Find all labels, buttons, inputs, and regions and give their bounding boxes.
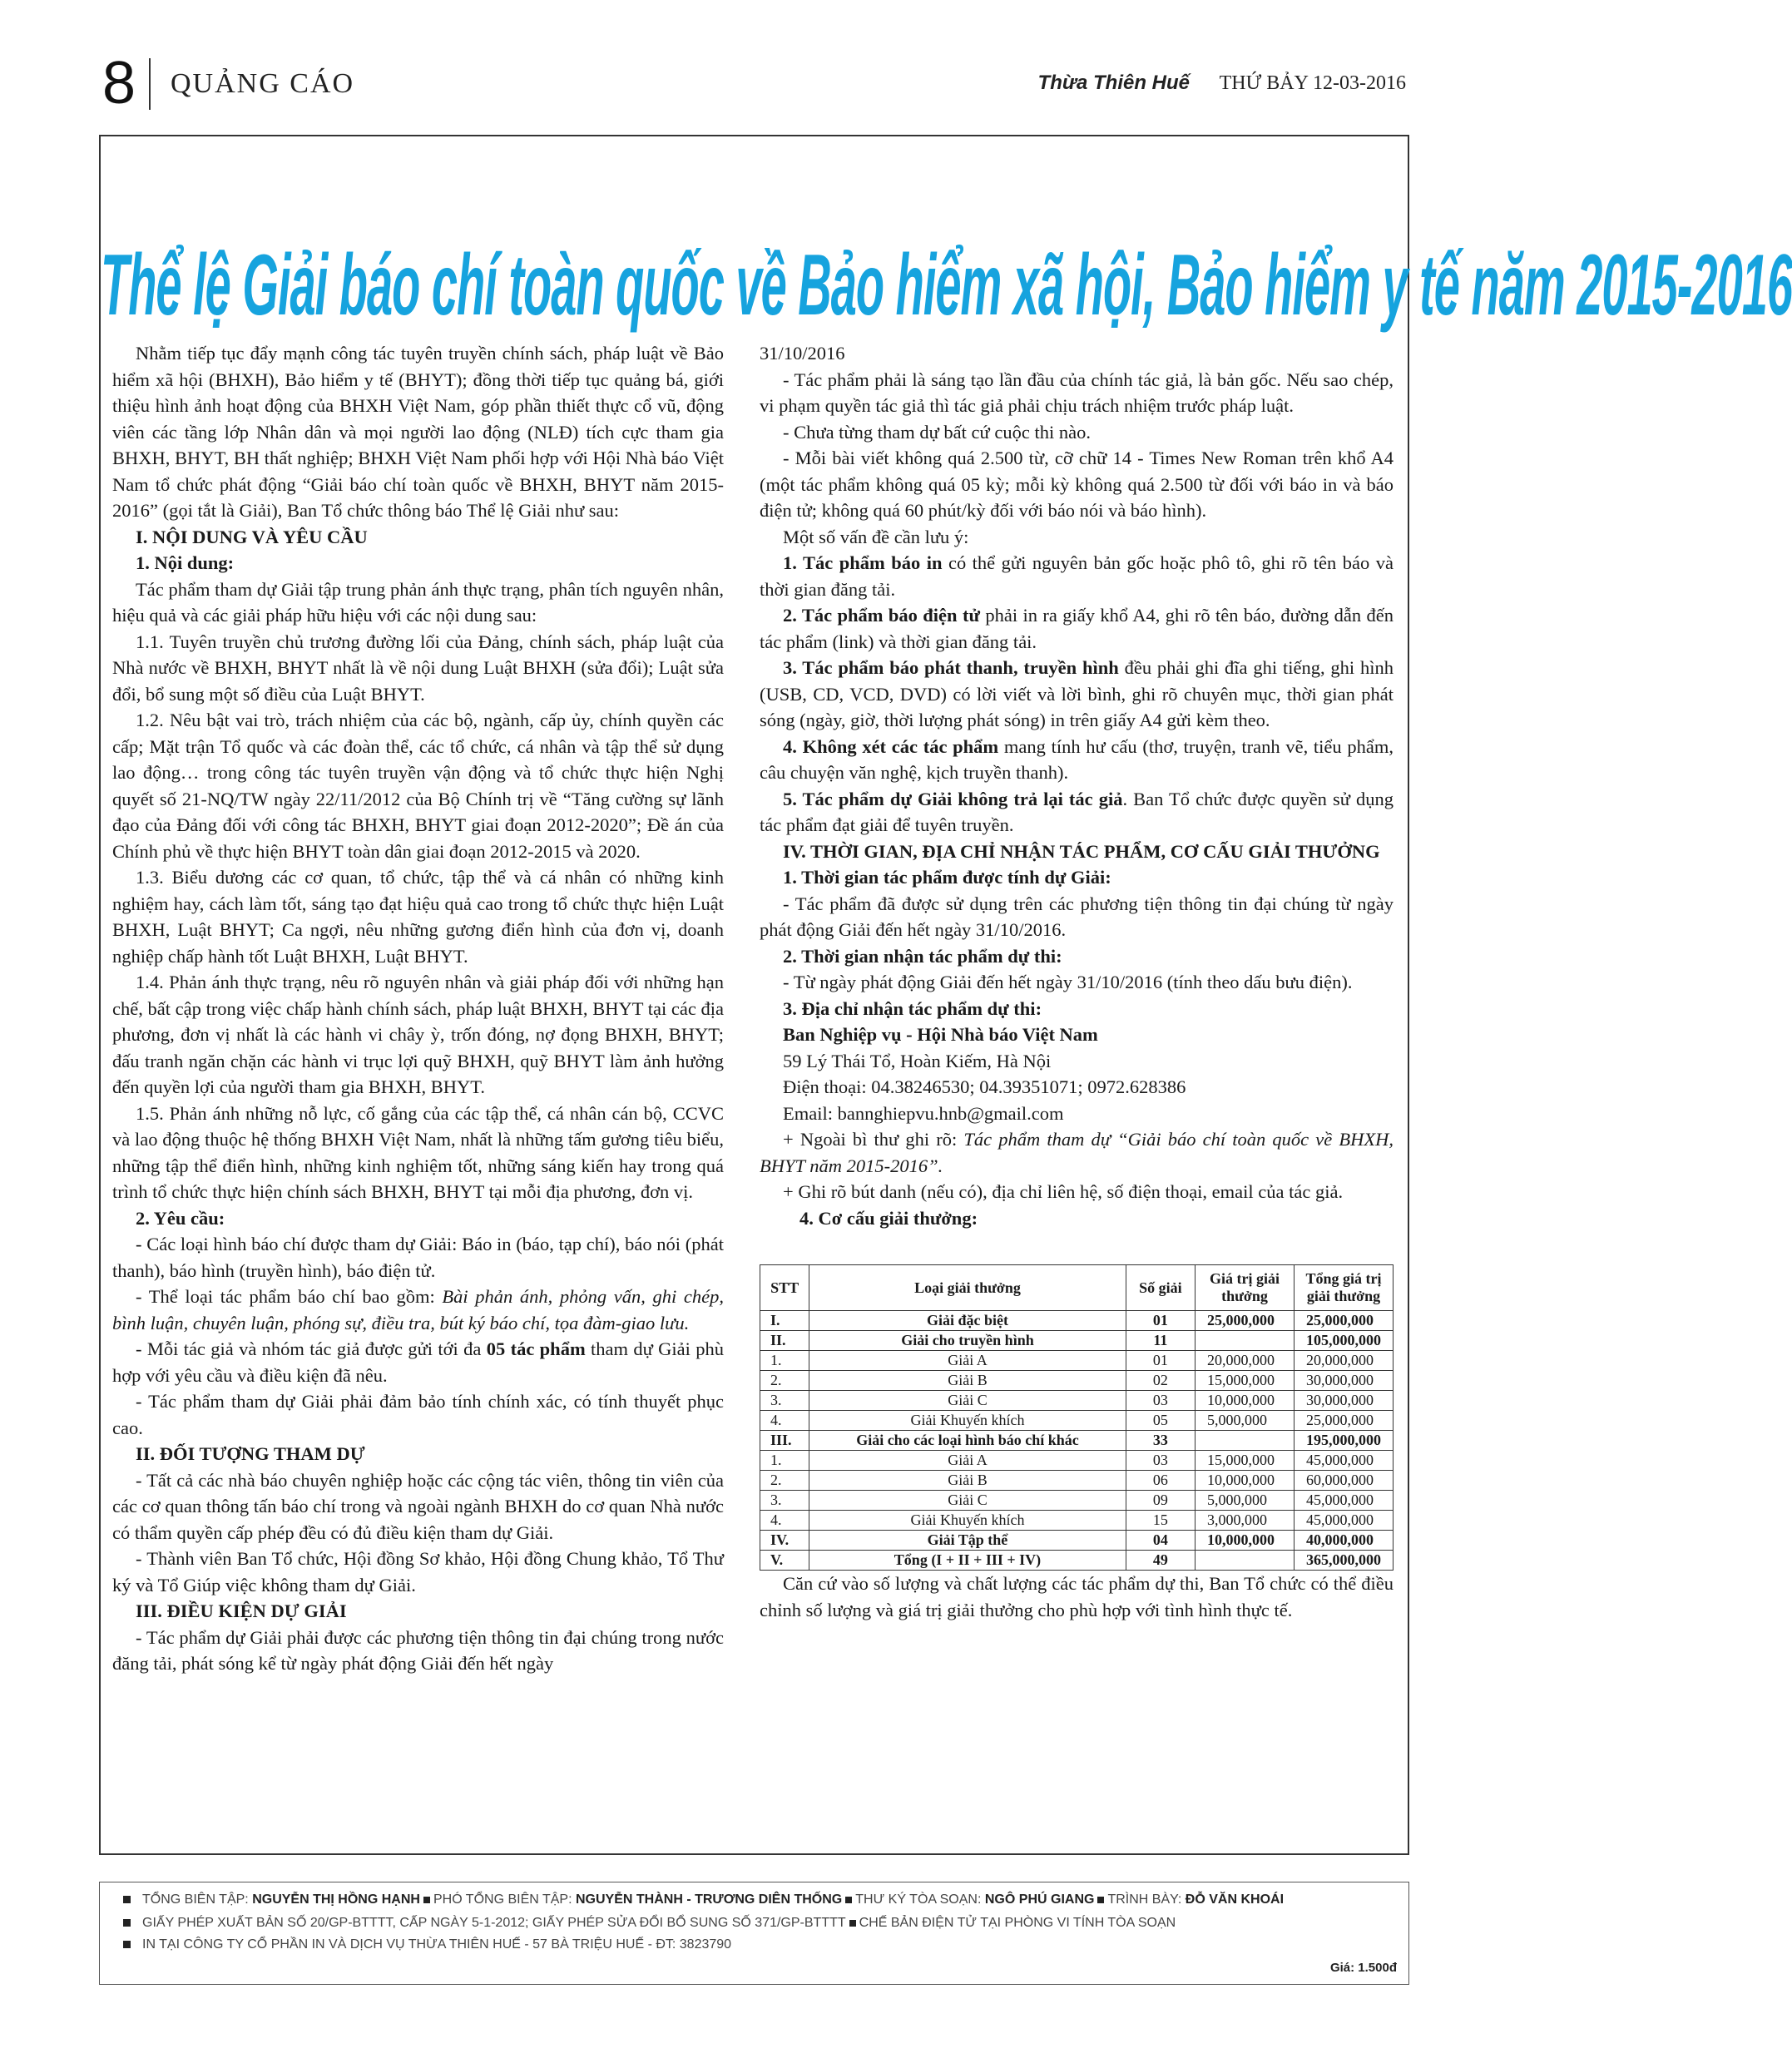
condition-3: - Chưa từng tham dự bất cứ cuộc thi nào. xyxy=(783,421,1091,443)
total-cell: 30,000,000 xyxy=(1294,1371,1394,1391)
total-cell: 45,000,000 xyxy=(1294,1511,1394,1531)
stt-cell: 4. xyxy=(760,1511,809,1531)
value-cell: 10,000,000 xyxy=(1195,1471,1294,1491)
requirement-2-lead: - Thể loại tác phẩm báo chí bao gồm: xyxy=(136,1286,443,1307)
stt-cell: 2. xyxy=(760,1371,809,1391)
address: 59 Lý Thái Tổ, Hoàn Kiếm, Hà Nội xyxy=(783,1050,1052,1071)
value-cell: 3,000,000 xyxy=(1195,1511,1294,1531)
contact-note: + Ghi rõ bút danh (nếu có), địa chỉ liên hệ, số điện thoại, email của tác giả. xyxy=(783,1181,1344,1202)
stt-cell: 3. xyxy=(760,1391,809,1411)
note-3-bold: 3. Tác phẩm báo phát thanh, truyền hình xyxy=(783,657,1119,678)
prize-table xyxy=(760,1264,1394,1571)
value-cell xyxy=(1195,1431,1294,1451)
table-row xyxy=(760,1371,1394,1391)
price: Giá: 1.500đ xyxy=(1329,1961,1397,1975)
stt-cell: V. xyxy=(760,1551,809,1571)
stt-cell: I. xyxy=(760,1311,809,1331)
stt-cell: 4. xyxy=(760,1411,809,1431)
header-total: Tổng giá trị giải thưởng xyxy=(1294,1265,1394,1311)
header-type: Loại giải thưởng xyxy=(809,1265,1126,1311)
masthead-right xyxy=(1038,72,1406,95)
count-cell: 03 xyxy=(1126,1391,1195,1411)
section-4-1-heading: 1. Thời gian tác phẩm được tính dự Giải: xyxy=(783,867,1111,888)
requirement-1: - Các loại hình báo chí được tham dự Giải: Báo in (báo, tạp chí), báo nói (phát thanh), báo hình (truyền hình), báo điện tử. xyxy=(112,1234,724,1281)
participant-2: - Thành viên Ban Tổ chức, Hội đồng Sơ khảo, Hội đồng Chung khảo, Tổ Thư ký và Tổ Giúp việc không tham dự Giải. xyxy=(112,1548,724,1595)
value-cell: 15,000,000 xyxy=(1195,1371,1294,1391)
value-cell: 5,000,000 xyxy=(1195,1411,1294,1431)
value-cell: 25,000,000 xyxy=(1195,1311,1294,1331)
section-4-4-heading: 4. Cơ cấu giải thưởng: xyxy=(799,1207,978,1229)
footer-line-2 xyxy=(123,1916,1176,1931)
condition-2: - Tác phẩm phải là sáng tạo lần đầu của chính tác giả, là bản gốc. Nếu sao chép, vi phạm quyền tác giả thì tác giả phải chịu trách nhiệm trước pháp luật. xyxy=(760,369,1394,416)
continued-date: 31/10/2016 xyxy=(760,343,845,364)
count-cell: 03 xyxy=(1126,1451,1195,1471)
time-1: - Tác phẩm đã được sử dụng trên các phương tiện thông tin đại chúng từ ngày phát động Giải đến hết ngày 31/10/2016. xyxy=(760,893,1394,940)
intro-paragraph: Nhằm tiếp tục đẩy mạnh công tác tuyên truyền chính sách, pháp luật về Bảo hiểm xã hội (BHXH), Bảo hiểm y tế (BHYT); đồng thời tiếp tục quảng bá, giới thiệu hình ảnh hoạt động của BHXH Việt Nam, góp phần thiết thực cổ vũ, động viên các tầng lớp Nhân dân và mọi người lao động (NLĐ) tích cực tham gia BHXH, BHYT, BH thất nghiệp; BHXH Việt Nam phối hợp với Hội Nhà báo Việt Nam tổ chức phát động “Giải báo chí toàn quốc về BHXH, BHYT năm 2015-2016” (gọi tắt là Giải), Ban Tổ chức thông báo Thể lệ Giải như sau: xyxy=(112,343,724,521)
total-cell: 30,000,000 xyxy=(1294,1391,1394,1411)
table-row xyxy=(760,1531,1394,1551)
envelope-note xyxy=(760,1126,1394,1179)
article-title: Thể lệ Giải báo chí toàn quốc về Bảo hiểm xã hội, Bảo hiểm y tế năm 2015-2016 xyxy=(101,235,1792,334)
bullet-icon xyxy=(123,1941,131,1948)
note-1 xyxy=(760,550,1394,602)
table-row xyxy=(760,1551,1394,1571)
prize-table-header xyxy=(760,1265,1394,1311)
requirement-2 xyxy=(112,1284,724,1336)
article-frame xyxy=(99,135,1792,1855)
table-row xyxy=(760,1471,1394,1491)
count-cell: 15 xyxy=(1126,1511,1195,1531)
type-cell: Giải cho các loại hình báo chí khác xyxy=(809,1431,1126,1451)
note-2-rest: phải in ra giấy khổ A4, ghi rõ tên báo, đường dẫn đến tác phẩm (link) và thời gian đăng tải. xyxy=(760,605,1394,652)
total-cell: 25,000,000 xyxy=(1294,1411,1394,1431)
value-cell: 10,000,000 xyxy=(1195,1531,1294,1551)
printer-info: IN TẠI CÔNG TY CỔ PHẦN IN VÀ DỊCH VỤ THỪA THIÊN HUẾ - 57 BÀ TRIỆU HUẾ - ĐT: 3823790 xyxy=(142,1937,732,1952)
total-cell: 25,000,000 xyxy=(1294,1311,1394,1331)
prize-table-body xyxy=(760,1311,1394,1571)
note-5-bold: 5. Tác phẩm dự Giải không trả lại tác giả xyxy=(783,788,1123,809)
left-column xyxy=(112,340,724,1677)
notes-intro: Một số vấn đề cần lưu ý: xyxy=(783,526,969,547)
count-cell: 02 xyxy=(1126,1371,1195,1391)
count-cell: 11 xyxy=(1126,1331,1195,1351)
count-cell: 33 xyxy=(1126,1431,1195,1451)
section-1-1-heading: 1. Nội dung: xyxy=(136,552,235,573)
layout-designer: ĐỖ VĂN KHOÁI xyxy=(1185,1892,1285,1907)
bullet-icon xyxy=(123,1896,131,1903)
section-1-heading: I. NỘI DUNG VÀ YÊU CẦU xyxy=(136,526,368,547)
table-row xyxy=(760,1411,1394,1431)
phone: Điện thoại: 04.38246530; 04.39351071; 0972.628386 xyxy=(783,1076,1186,1097)
license-info: GIẤY PHÉP XUẤT BẢN SỐ 20/GP-BTTTT, CẤP NGÀY 5-1-2012; GIẤY PHÉP SỬA ĐỔI BỔ SUNG SỐ 371/GP-BTTTT xyxy=(142,1916,846,1930)
note-4-rest: mang tính hư cấu (thơ, truyện, tranh vẽ, tiểu phẩm, câu chuyện văn nghệ, kịch truyền thanh). xyxy=(760,735,1394,783)
section-1-2-heading: 2. Yêu cầu: xyxy=(136,1207,225,1229)
type-cell: Giải đặc biệt xyxy=(809,1311,1126,1331)
value-cell: 10,000,000 xyxy=(1195,1391,1294,1411)
total-cell: 45,000,000 xyxy=(1294,1491,1394,1511)
note-5 xyxy=(760,786,1394,839)
value-cell xyxy=(1195,1331,1294,1351)
stt-cell: 1. xyxy=(760,1451,809,1471)
type-cell: Giải Tập thể xyxy=(809,1531,1126,1551)
value-cell: 5,000,000 xyxy=(1195,1491,1294,1511)
note-4 xyxy=(760,734,1394,786)
total-cell: 195,000,000 xyxy=(1294,1431,1394,1451)
org-name: Ban Nghiệp vụ - Hội Nhà báo Việt Nam xyxy=(783,1024,1098,1045)
total-cell: 365,000,000 xyxy=(1294,1551,1394,1571)
stt-cell: IV. xyxy=(760,1531,809,1551)
type-cell: Giải Khuyến khích xyxy=(809,1411,1126,1431)
note-1-rest: có thể gửi nguyên bản gốc hoặc phô tô, ghi rõ tên báo và thời gian đăng tải. xyxy=(760,552,1394,600)
imprint-footer xyxy=(99,1882,1409,1985)
envelope-italic: Tác phẩm tham dự “Giải báo chí toàn quốc về BHXH, BHYT năm 2015-2016”. xyxy=(760,1129,1394,1176)
total-cell: 40,000,000 xyxy=(1294,1531,1394,1551)
requirement-3-bold: 05 tác phẩm xyxy=(486,1338,586,1359)
note-2 xyxy=(760,602,1394,655)
type-cell: Giải C xyxy=(809,1391,1126,1411)
header-value: Giá trị giải thưởng xyxy=(1195,1265,1294,1311)
content-intro: Tác phẩm tham dự Giải tập trung phản ánh thực trạng, phân tích nguyên nhân, hiệu quả và các giải pháp hữu hiệu với các nội dung sau: xyxy=(112,578,724,626)
header-stt: STT xyxy=(760,1265,809,1311)
stt-cell: 2. xyxy=(760,1471,809,1491)
table-row xyxy=(760,1431,1394,1451)
stt-cell: 1. xyxy=(760,1351,809,1371)
type-cell: Giải C xyxy=(809,1491,1126,1511)
bullet-icon xyxy=(123,1919,131,1927)
note-4-bold: 4. Không xét các tác phẩm xyxy=(783,735,999,757)
type-cell: Giải cho truyền hình xyxy=(809,1331,1126,1351)
type-cell: Giải A xyxy=(809,1451,1126,1471)
separator-icon xyxy=(845,1897,852,1903)
secretary: NGÔ PHÚ GIANG xyxy=(984,1892,1095,1907)
type-cell: Giải A xyxy=(809,1351,1126,1371)
secretary-label: THƯ KÝ TÒA SOẠN: xyxy=(855,1892,982,1907)
item-1-2: 1.2. Nêu bật vai trò, trách nhiệm của các bộ, ngành, cấp ủy, chính quyền các cấp; Mặt trận Tổ quốc và các đoàn thể, các tổ chức, cá nhân và tập thể sử dụng lao động… trong công tác tuyên truyền vận động và tổ chức thực hiện Nghị quyết số 21-NQ/TW ngày 22/11/2012 của Bộ Chính trị về “Tăng cường sự lãnh đạo của Đảng đối với công tác BHXH, BHYT giai đoạn 2012-2020”; Đề án của Chính phủ về thực hiện BHYT toàn dân giai đoạn 2012-2015 và 2020. xyxy=(112,710,724,862)
editor-in-chief: NGUYỄN THỊ HỒNG HẠNH xyxy=(252,1892,420,1907)
count-cell: 01 xyxy=(1126,1351,1195,1371)
condition-4: - Mỗi bài viết không quá 2.500 từ, cỡ chữ 14 - Times New Roman trên khổ A4 (một tác phẩm không quá 05 kỳ; mỗi kỳ không quá 2.500 từ đối với báo in và báo điện tử; không quá 60 phút/kỳ đối với báo nói và báo hình). xyxy=(760,448,1394,521)
total-cell: 60,000,000 xyxy=(1294,1471,1394,1491)
footer-line-3 xyxy=(123,1937,731,1952)
right-column xyxy=(760,340,1394,1623)
note-3 xyxy=(760,655,1394,734)
note-3-rest: đều phải ghi đĩa ghi tiếng, ghi hình (USB, CD, VCD, DVD) có lời viết và lời bình, ghi rõ chuyên mục, thời gian phát sóng (ngày, giờ, thời lượng phát sóng) in trên giấy A4 gửi kèm theo. xyxy=(760,657,1394,730)
table-row xyxy=(760,1491,1394,1511)
item-1-3: 1.3. Biểu dương các cơ quan, tổ chức, tập thể và cá nhân có những kinh nghiệm hay, cách làm tốt, sáng tạo đạt hiệu quả cao trong tổ chức thực hiện Luật BHXH, Luật BHYT; Ca ngợi, nêu những gương điển hình của đơn vị, doanh nghiệp chấp hành tốt Luật BHXH, Luật BHYT. xyxy=(112,867,724,967)
type-cell: Tổng (I + II + III + IV) xyxy=(809,1551,1126,1571)
value-cell: 20,000,000 xyxy=(1195,1351,1294,1371)
count-cell: 09 xyxy=(1126,1491,1195,1511)
page-number: 8 xyxy=(102,50,136,116)
table-row xyxy=(760,1451,1394,1471)
table-row xyxy=(760,1391,1394,1411)
footer-line-1 xyxy=(123,1892,1284,1907)
layout-label: TRÌNH BÀY: xyxy=(1107,1892,1182,1907)
count-cell: 04 xyxy=(1126,1531,1195,1551)
header-count: Số giải xyxy=(1126,1265,1195,1311)
item-1-1: 1.1. Tuyên truyền chủ trương đường lối của Đảng, chính sách, pháp luật của Nhà nước về BHXH, BHYT nhất là về nội dung Luật BHXH (sửa đổi); Luật sửa đổi, bổ sung một số điều của Luật BHYT. xyxy=(112,631,724,705)
total-cell: 45,000,000 xyxy=(1294,1451,1394,1471)
total-cell: 105,000,000 xyxy=(1294,1331,1394,1351)
section-4-2-heading: 2. Thời gian nhận tác phẩm dự thi: xyxy=(783,945,1062,967)
envelope-lead: + Ngoài bì thư ghi rõ: xyxy=(783,1129,964,1150)
requirement-2-genres: Bài phản ánh, phỏng vấn, ghi chép, bình luận, chuyên luận, phóng sự, điều tra, bút ký báo chí, tọa đàm-giao lưu. xyxy=(112,1286,724,1333)
separator-icon xyxy=(1097,1897,1104,1903)
section-3-heading: III. ĐIỀU KIỆN DỰ GIẢI xyxy=(136,1600,347,1621)
note-2-bold: 2. Tác phẩm báo điện tử xyxy=(783,605,980,626)
table-row xyxy=(760,1331,1394,1351)
stt-cell: III. xyxy=(760,1431,809,1451)
newspaper-name: Thừa Thiên Huế xyxy=(1037,72,1191,94)
total-cell: 20,000,000 xyxy=(1294,1351,1394,1371)
participant-1: - Tất cả các nhà báo chuyên nghiệp hoặc các cộng tác viên, thông tin viên của các cơ quan thông tấn báo chí trong và ngoài ngành BHXH do cơ quan Nhà nước có thẩm quyền cấp phép đều có đủ điều kiện tham dự Giải. xyxy=(112,1469,724,1543)
deputy-editor-label: PHÓ TỔNG BIÊN TẬP: xyxy=(433,1892,572,1907)
section-name: QUẢNG CÁO xyxy=(171,68,355,99)
table-row xyxy=(760,1311,1394,1331)
stt-cell: 3. xyxy=(760,1491,809,1511)
email: Email: bannghiepvu.hnb@gmail.com xyxy=(783,1102,1064,1124)
issue-date: THỨ BẢY 12-03-2016 xyxy=(1219,72,1406,94)
requirement-4: - Tác phẩm tham dự Giải phải đảm bảo tính chính xác, có tính thuyết phục cao. xyxy=(112,1391,724,1438)
item-1-5: 1.5. Phản ánh những nỗ lực, cố gắng của các tập thể, cá nhân cán bộ, CCVC và lao động thuộc hệ thống BHXH Việt Nam, nhất là những tấm gương tiêu biểu, những tập thể điển hình, những kinh nghiệm tốt, những sáng kiến hay trong quá trình tổ chức thực hiện chính sách BHXH, BHYT tại mỗi địa phương, đơn vị. xyxy=(112,1102,724,1202)
section-2-heading: II. ĐỐI TƯỢNG THAM DỰ xyxy=(136,1443,365,1464)
item-1-4: 1.4. Phản ánh thực trạng, nêu rõ nguyên nhân và giải pháp đối với những hạn chế, bất cập trong việc chấp hành chính sách, pháp luật BHXH, BHYT tại các địa phương, đơn vị nhất là các hành vi chây ỳ, trốn đóng, nợ đọng BHXH, BHYT; đấu tranh ngăn chặn các hành vi trục lợi quỹ BHXH, quỹ BHYT làm ảnh hưởng đến quyền lợi của người tham gia BHXH, BHYT. xyxy=(112,972,724,1097)
count-cell: 01 xyxy=(1126,1311,1195,1331)
section-4-3-heading: 3. Địa chỉ nhận tác phẩm dự thi: xyxy=(783,997,1042,1019)
type-cell: Giải B xyxy=(809,1371,1126,1391)
closing-paragraph: Căn cứ vào số lượng và chất lượng các tác phẩm dự thi, Ban Tổ chức có thể điều chỉnh số lượng và giá trị giải thưởng cho phù hợp với tình hình thực tế. xyxy=(760,1573,1394,1620)
deputy-editors: NGUYỄN THÀNH - TRƯƠNG DIÊN THỐNG xyxy=(575,1892,843,1907)
requirement-3-b: tham dự Giải phù hợp với yêu cầu và điều kiện đã nêu. xyxy=(112,1338,725,1386)
section-4-heading: IV. THỜI GIAN, ĐỊA CHỈ NHẬN TÁC PHẨM, CƠ CẤU GIẢI THƯỞNG xyxy=(783,840,1380,862)
separator-icon xyxy=(849,1920,856,1927)
type-cell: Giải B xyxy=(809,1471,1126,1491)
count-cell: 49 xyxy=(1126,1551,1195,1571)
table-row xyxy=(760,1511,1394,1531)
masthead-divider xyxy=(149,58,151,110)
editor-in-chief-label: TỔNG BIÊN TẬP: xyxy=(142,1892,249,1907)
masthead xyxy=(96,50,1414,116)
table-row xyxy=(760,1351,1394,1371)
requirement-3 xyxy=(112,1336,724,1388)
typesetting-info: CHẾ BẢN ĐIỆN TỬ TẠI PHÒNG VI TÍNH TÒA SOẠN xyxy=(859,1916,1176,1930)
note-1-bold: 1. Tác phẩm báo in xyxy=(783,552,943,573)
stt-cell: II. xyxy=(760,1331,809,1351)
separator-icon xyxy=(423,1897,430,1903)
count-cell: 05 xyxy=(1126,1411,1195,1431)
condition-1: - Tác phẩm dự Giải phải được các phương tiện thông tin đại chúng trong nước đăng tải, phát sóng kể từ ngày phát động Giải đến hết ngày xyxy=(112,1626,724,1674)
type-cell: Giải Khuyến khích xyxy=(809,1511,1126,1531)
value-cell: 15,000,000 xyxy=(1195,1451,1294,1471)
count-cell: 06 xyxy=(1126,1471,1195,1491)
requirement-3-a: - Mỗi tác giả và nhóm tác giả được gửi tới đa xyxy=(136,1338,487,1359)
time-2: - Từ ngày phát động Giải đến hết ngày 31/10/2016 (tính theo dấu bưu điện). xyxy=(783,972,1353,992)
value-cell xyxy=(1195,1551,1294,1571)
note-5-rest: . Ban Tổ chức được quyền sử dụng tác phẩm đạt giải để tuyên truyền. xyxy=(760,788,1394,835)
